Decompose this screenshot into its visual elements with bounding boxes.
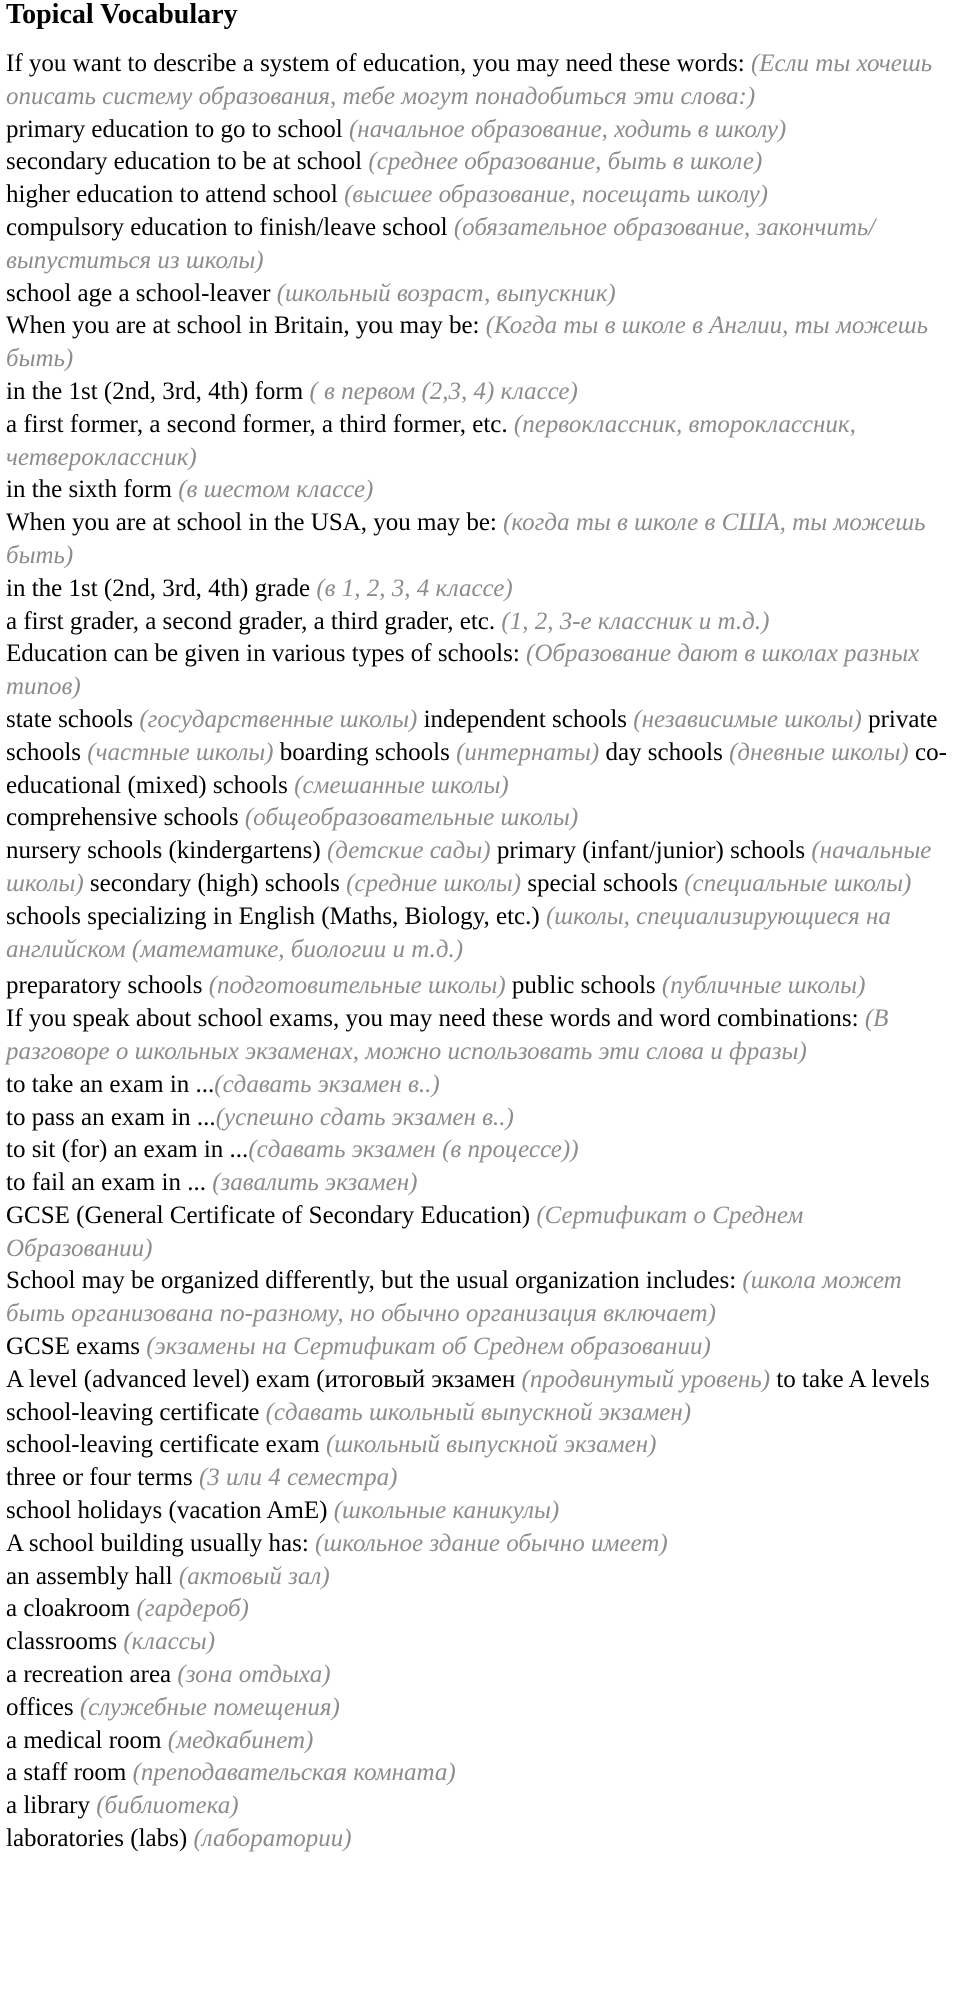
vocab-paragraph <box>6 474 956 507</box>
english-term: Education can be given in various types of schools: <box>6 640 527 668</box>
vocab-paragraph <box>6 1102 956 1135</box>
english-term: in the 1st (2nd, 3rd, 4th) grade <box>6 574 317 602</box>
russian-translation: (школьный возраст, выпускник) <box>276 279 616 307</box>
russian-translation: (в 1, 2, 3, 4 классе) <box>316 574 513 602</box>
english-term: a medical room <box>6 1726 168 1754</box>
russian-translation: (среднее образование, быть в школе) <box>368 148 763 176</box>
english-term: special schools <box>521 869 685 897</box>
vocab-paragraph <box>6 1659 956 1692</box>
russian-translation: (дневные школы) <box>729 738 909 766</box>
vocab-paragraph <box>6 606 956 639</box>
russian-translation: (продвинутый уровень) <box>521 1365 771 1393</box>
vocab-paragraph <box>6 638 956 704</box>
english-term: When you are at school in Britain, you may be: <box>6 312 486 340</box>
russian-translation: (сдавать экзамен (в процессе)) <box>248 1136 579 1164</box>
english-term: secondary education to be at school <box>6 148 369 176</box>
english-term: a staff room <box>6 1759 133 1787</box>
vocab-paragraph <box>6 1757 956 1790</box>
english-term: three or four terms <box>6 1464 199 1492</box>
english-term: co-educational (mixed) schools <box>6 738 947 799</box>
russian-translation: (подготовительные школы) <box>208 972 506 1000</box>
english-term: secondary (high) schools <box>83 869 347 897</box>
russian-translation: (Если ты хочешь описать систему образования, тебе могут понадобиться эти слова:) <box>6 50 933 110</box>
english-term: nursery schools (kindergartens) <box>6 837 327 865</box>
vocab-paragraph <box>6 48 956 114</box>
english-term: a first grader, a second grader, a third grader, etc. <box>6 607 502 635</box>
russian-translation: (актовый зал) <box>178 1562 330 1590</box>
russian-translation: (обязательное образование, закончить/выпуститься из школы) <box>6 213 876 274</box>
english-term: preparatory schools <box>6 972 209 1000</box>
english-term: school age a school-leaver <box>6 279 277 307</box>
russian-translation: (служебные помещения) <box>79 1693 340 1721</box>
russian-translation: (детские сады) <box>326 837 491 865</box>
russian-translation: (частные школы) <box>87 738 274 766</box>
vocab-paragraph <box>6 970 956 1003</box>
vocab-paragraph <box>6 278 956 311</box>
english-term: When you are at school in the USA, you may be: <box>6 509 504 537</box>
russian-translation: (завалить экзамен) <box>212 1169 418 1197</box>
english-term: to pass an exam in ... <box>6 1103 216 1131</box>
english-term: state schools <box>6 705 140 733</box>
russian-translation: (независимые школы) <box>633 705 862 733</box>
vocab-paragraph <box>6 1462 956 1495</box>
russian-translation: (государственные школы) <box>139 705 418 733</box>
vocab-paragraph <box>6 1364 956 1430</box>
vocab-paragraph <box>6 409 956 475</box>
russian-translation: (Сертификат о Среднем Образовании) <box>6 1201 804 1262</box>
english-term: compulsory education to finish/leave school <box>6 213 454 241</box>
english-term: a first former, a second former, a third former, etc. <box>6 410 514 438</box>
vocab-paragraph <box>6 802 956 835</box>
vocab-paragraph <box>6 835 956 901</box>
russian-translation: (первоклассник, второклассник, четвероклассник) <box>6 410 856 471</box>
english-term: primary (infant/junior) schools <box>490 837 812 865</box>
vocab-paragraph <box>6 1429 956 1462</box>
russian-translation: (высшее образование, посещать школу) <box>344 181 768 209</box>
vocab-paragraph <box>6 1593 956 1626</box>
russian-translation: (экзамены на Сертификат об Среднем образовании) <box>146 1333 711 1361</box>
russian-translation: (школьное здание обычно имеет) <box>315 1529 668 1557</box>
english-term: If you speak about school exams, you may need these words and word combinations: <box>6 1005 865 1033</box>
english-term: higher education to attend school <box>6 181 345 209</box>
russian-translation: (школа может быть организована по-разному, но обычно организация включает) <box>6 1267 902 1328</box>
english-term: to take A levels school-leaving certificate <box>6 1365 930 1426</box>
english-term: in the 1st (2nd, 3rd, 4th) form <box>6 377 310 405</box>
vocab-paragraph <box>6 901 956 967</box>
russian-translation: (школы, специализирующиеся на английском (математике, биологии и т.д.) <box>6 902 891 963</box>
vocab-paragraph <box>6 1725 956 1758</box>
vocab-paragraph <box>6 179 956 212</box>
english-term: independent schools <box>417 705 634 733</box>
english-term: laboratories (labs) <box>6 1825 194 1853</box>
english-term: offices <box>6 1693 80 1721</box>
english-term: an assembly hall <box>6 1562 179 1590</box>
vocab-paragraph <box>6 1167 956 1200</box>
russian-translation: ( в первом (2,3, 4) классе) <box>309 377 578 405</box>
vocab-paragraph <box>6 212 956 278</box>
russian-translation: (начальные школы) <box>6 837 932 897</box>
english-term: a library <box>6 1792 97 1820</box>
english-term: If you want to describe a system of education, you may need these words: <box>6 50 751 77</box>
vocab-paragraph <box>6 1003 956 1069</box>
vocab-paragraph <box>6 1331 956 1364</box>
english-term: comprehensive schools <box>6 804 245 832</box>
vocab-paragraph <box>6 1495 956 1528</box>
russian-translation: (когда ты в школе в США, ты можешь быть) <box>6 509 926 569</box>
vocab-paragraph <box>6 376 956 409</box>
russian-translation: (школьный выпускной экзамен) <box>325 1431 657 1459</box>
vocab-paragraph <box>6 114 956 147</box>
russian-translation: (библиотека) <box>96 1792 239 1820</box>
vocab-paragraph <box>6 1069 956 1102</box>
english-term: a cloakroom <box>6 1595 137 1623</box>
vocab-paragraph <box>6 1561 956 1594</box>
vocab-paragraph <box>6 1790 956 1823</box>
russian-translation: (сдавать экзамен в..) <box>214 1070 440 1098</box>
russian-translation: (средние школы) <box>346 869 522 897</box>
russian-translation: (школьные каникулы) <box>333 1497 560 1525</box>
english-term: A school building usually has: <box>6 1529 316 1557</box>
vocab-paragraph <box>6 1200 956 1266</box>
vocab-paragraph <box>6 1626 956 1659</box>
vocab-paragraph <box>6 1823 956 1856</box>
vocab-paragraph <box>6 146 956 179</box>
vocab-paragraph <box>6 573 956 606</box>
russian-translation: (классы) <box>123 1628 216 1656</box>
russian-translation: (3 или 4 семестра) <box>198 1464 398 1492</box>
russian-translation: (Образование дают в школах разных типов) <box>6 640 920 701</box>
vocab-paragraph <box>6 1692 956 1725</box>
russian-translation: (публичные школы) <box>661 972 866 1000</box>
english-term: private schools <box>6 705 938 766</box>
english-term: GCSE exams <box>6 1333 147 1361</box>
russian-translation: (медкабинет) <box>167 1726 314 1754</box>
russian-translation: (преподавательская комната) <box>132 1759 456 1787</box>
document-body <box>6 48 956 1856</box>
vocab-paragraph <box>6 507 956 573</box>
english-term: day schools <box>599 738 730 766</box>
russian-translation: (общеобразовательные школы) <box>244 804 579 832</box>
english-term: A level (advanced level) exam (итоговый экзамен <box>6 1365 522 1393</box>
russian-translation: (сдавать школьный выпускной экзамен) <box>265 1398 692 1426</box>
vocab-paragraph <box>6 1528 956 1561</box>
russian-translation: (интернаты) <box>456 738 600 766</box>
english-term: GCSE (General Certificate of Secondary Education) <box>6 1201 537 1229</box>
english-term: a recreation area <box>6 1661 178 1689</box>
english-term: school holidays (vacation AmE) <box>6 1497 334 1525</box>
russian-translation: (начальное образование, ходить в школу) <box>348 115 787 143</box>
english-term: to sit (for) an exam in ... <box>6 1136 249 1164</box>
english-term: to fail an exam in ... <box>6 1169 213 1197</box>
english-term: public schools <box>505 972 662 1000</box>
russian-translation: (в шестом классе) <box>178 476 374 504</box>
english-term: School may be organized differently, but the usual organization includes: <box>6 1267 743 1295</box>
russian-translation: (гардероб) <box>136 1595 249 1623</box>
english-term: classrooms <box>6 1628 124 1656</box>
english-term: in the sixth form <box>6 476 179 504</box>
russian-translation: (успешно сдать экзамен в..) <box>215 1103 514 1131</box>
russian-translation: (зона отдыха) <box>177 1661 331 1689</box>
english-term: to take an exam in ... <box>6 1070 215 1098</box>
vocab-paragraph <box>6 1134 956 1167</box>
english-term: primary education to go to school <box>6 115 349 143</box>
russian-translation: (лаборатории) <box>193 1825 352 1853</box>
russian-translation: (1, 2, 3-е классник и т.д.) <box>501 607 770 635</box>
russian-translation: (В разговоре о школьных экзаменах, можно использовать эти слова и фразы) <box>6 1005 889 1065</box>
vocab-paragraph <box>6 704 956 802</box>
russian-translation: (специальные школы) <box>684 869 912 897</box>
vocab-paragraph <box>6 1265 956 1331</box>
english-term: boarding schools <box>273 738 457 766</box>
english-term: school-leaving certificate exam <box>6 1431 326 1459</box>
page-title: Topical Vocabulary <box>6 0 238 30</box>
english-term: schools specializing in English (Maths, Biology, etc.) <box>6 902 546 930</box>
russian-translation: (Когда ты в школе в Англии, ты можешь быть) <box>6 312 929 373</box>
vocab-paragraph <box>6 310 956 376</box>
russian-translation: (смешанные школы) <box>294 771 509 799</box>
